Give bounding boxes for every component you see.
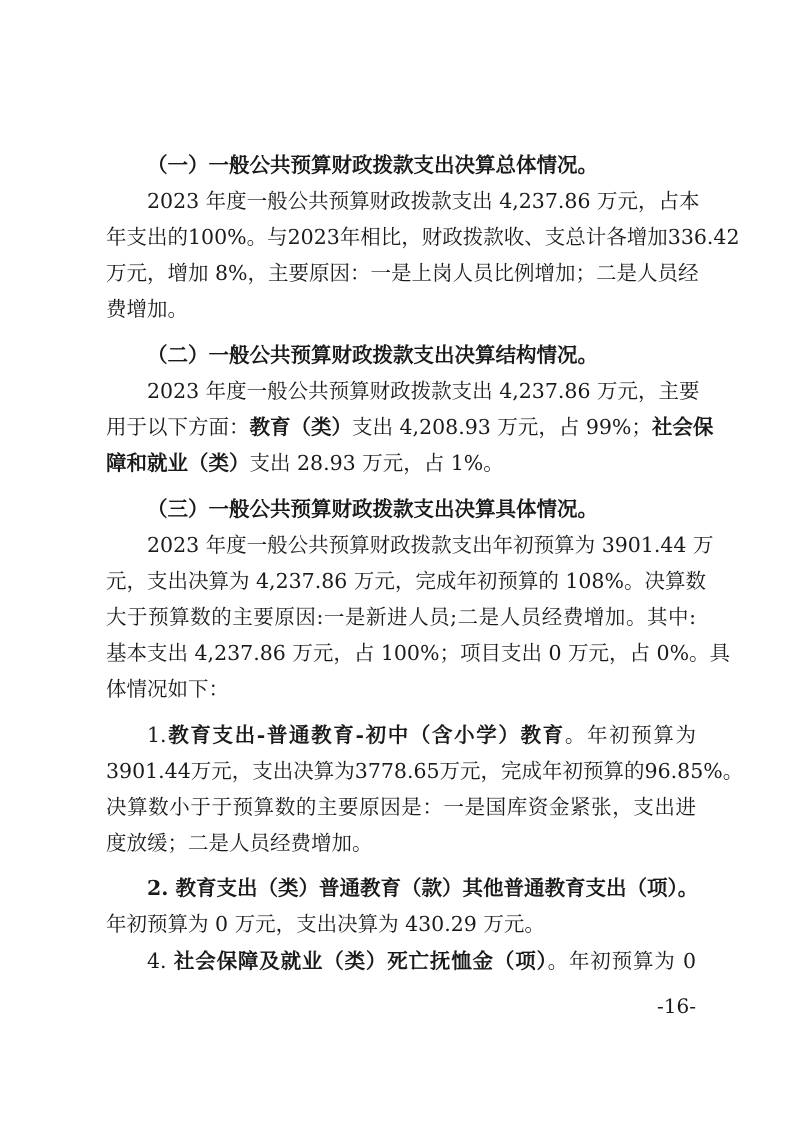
section1-heading: （一）一般公共预算财政拨款支出决算总体情况。 bbox=[147, 153, 598, 177]
item4-heading: 4. 社会保障及就业（类）死亡抚恤金（项）。年初预算为 0 bbox=[147, 949, 696, 973]
section3-line: 大于预算数的主要原因:一是新进人员;二是人员经费增加。其中: bbox=[106, 605, 696, 629]
category-education: 教育（类） bbox=[249, 415, 352, 439]
item1-line: 度放缓；二是人员经费增加。 bbox=[106, 831, 373, 855]
section3-line: 基本支出 4,237.86 万元，占 100%；项目支出 0 万元，占 0%。具 bbox=[106, 641, 731, 665]
section2-line: 用于以下方面：教育（类）支出 4,208.93 万元，占 99%；社会保 bbox=[106, 415, 714, 439]
section2-line: 2023 年度一般公共预算财政拨款支出 4,237.86 万元，主要 bbox=[147, 379, 700, 403]
item1-line: 3901.44万元，支出决算为3778.65万元，完成年初预算的96.85%。 bbox=[106, 759, 744, 783]
section2-line: 障和就业（类）支出 28.93 万元，占 1%。 bbox=[106, 451, 504, 475]
item2-heading: 2. 教育支出（类）普通教育（款）其他普通教育支出（项）。 bbox=[147, 876, 699, 900]
item1-heading: 1.教育支出-普通教育-初中（含小学）教育。年初预算为 bbox=[147, 723, 697, 747]
section3-line: 元，支出决算为 4,237.86 万元，完成年初预算的 108%。决算数 bbox=[106, 569, 706, 593]
page-number: -16- bbox=[657, 994, 696, 1018]
section1-line: 万元，增加 8%，主要原因：一是上岗人员比例增加；二是人员经 bbox=[106, 261, 699, 285]
section1-line: 费增加。 bbox=[106, 297, 188, 321]
section1-line: 2023 年度一般公共预算财政拨款支出 4,237.86 万元，占本 bbox=[147, 189, 700, 213]
item2-line: 年初预算为 0 万元，支出决算为 430.29 万元。 bbox=[106, 912, 545, 936]
section2-heading: （二）一般公共预算财政拨款支出决算结构情况。 bbox=[147, 343, 598, 367]
section3-line: 2023 年度一般公共预算财政拨款支出年初预算为 3901.44 万 bbox=[147, 533, 714, 557]
section1-line: 年支出的100%。与2023年相比，财政拨款收、支总计各增加336.42 bbox=[106, 225, 740, 249]
section3-line: 体情况如下： bbox=[106, 677, 229, 701]
item1-line: 决算数小于于预算数的主要原因是：一是国库资金紧张，支出进 bbox=[106, 795, 696, 819]
section3-heading: （三）一般公共预算财政拨款支出决算具体情况。 bbox=[147, 497, 598, 521]
category-social: 社会保 bbox=[651, 415, 714, 439]
